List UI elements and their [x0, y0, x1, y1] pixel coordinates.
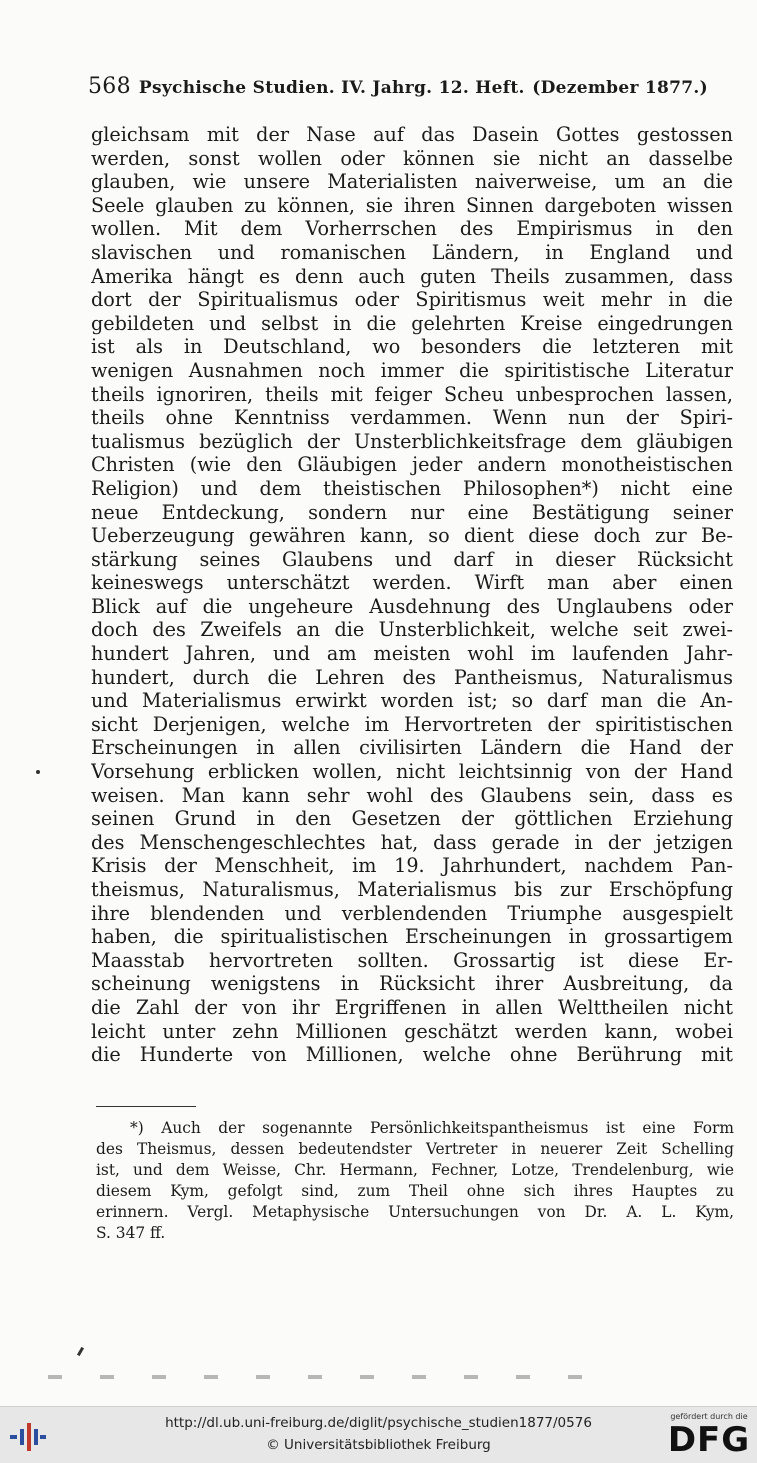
scan-speck — [36, 770, 40, 774]
copyright-notice: © Universitätsbibliothek Freiburg — [266, 1437, 491, 1453]
footnote-line: ist, und dem Weisse, Chr. Hermann, Fechner, Lotze, Trendelenburg, wie — [96, 1161, 734, 1179]
scan-speck — [77, 1347, 84, 1356]
text-line: weisen. Man kann sehr wohl des Glaubens sein, dass es — [91, 783, 733, 807]
text-line: sicht Derjenigen, welche im Hervortreten der spiritistischen — [91, 712, 733, 736]
text-line: Amerika hängt es denn auch guten Theils zusammen, dass — [91, 264, 733, 288]
permalink-url[interactable]: http://dl.ub.uni-freiburg.de/diglit/psychische_studien1877/0576 — [165, 1415, 592, 1431]
footnote-block — [96, 1118, 734, 1244]
viewer-footer — [0, 1406, 757, 1463]
text-line: Maasstab hervortreten sollten. Grossartig ist diese Er- — [91, 948, 733, 972]
main-text-column — [91, 123, 733, 1067]
text-line: wollen. Mit dem Vorherrschen des Empirismus in den — [91, 217, 733, 241]
journal-title: Psychische Studien. IV. Jahrg. 12. Heft. — [138, 78, 525, 98]
footnote-line: diesem Kym, gefolgt sind, zum Theil ohne sich ihres Hauptes zu — [96, 1182, 734, 1200]
text-line: Blick auf die ungeheure Ausdehnung des Unglaubens oder — [91, 594, 733, 618]
text-line: doch des Zweifels an die Unsterblichkeit, welche seit zwei- — [91, 618, 733, 642]
scan-artifact-line — [48, 1375, 608, 1379]
footnote-line: erinnern. Vergl. Metaphysische Untersuchungen von Dr. A. L. Kym, — [96, 1203, 734, 1221]
text-line: Christen (wie den Gläubigen jeder andern monotheistischen — [91, 453, 733, 477]
text-line: keineswegs unterschätzt werden. Wirft man aber einen — [91, 571, 733, 595]
text-line: Seele glauben zu können, sie ihren Sinnen dargeboten wissen — [91, 193, 733, 217]
footnote-line: *) Auch der sogenannte Persönlichkeitspantheismus ist eine Form — [130, 1119, 734, 1137]
text-line: theismus, Naturalismus, Materialismus bis zur Erschöpfung — [91, 878, 733, 901]
text-line: und Materialismus erwirkt worden ist; so darf man die An- — [91, 689, 733, 713]
text-line: Vorsehung erblicken wollen, nicht leichtsinnig von der Hand — [91, 760, 733, 784]
text-line: Ueberzeugung gewähren kann, so dient diese doch zur Be- — [91, 524, 733, 548]
text-line: haben, die spiritualistischen Erscheinungen in grossartigem — [91, 925, 733, 949]
text-line: Religion) und dem theistischen Philosophen*) nicht eine — [91, 476, 733, 500]
text-line: stärkung seines Glaubens und darf in dieser Rücksicht — [91, 547, 733, 571]
text-line: ist als in Deutschland, wo besonders die letzteren mit — [91, 335, 733, 359]
text-line: dort der Spiritualismus oder Spiritismus weit mehr in die — [91, 288, 733, 312]
text-line: gleichsam mit der Nase auf das Dasein Gottes gestossen — [91, 123, 733, 146]
funding-note: gefördert durch die — [670, 1412, 748, 1421]
text-line: wenigen Ausnahmen noch immer die spiritistische Literatur — [91, 358, 733, 382]
text-line: Krisis der Menschheit, im 19. Jahrhundert, nachdem Pan- — [91, 854, 733, 878]
running-header — [88, 74, 708, 106]
issue-date: (Dezember 1877.) — [532, 78, 708, 98]
text-line: werden, sonst wollen oder können sie nicht an dasselbe — [91, 146, 733, 170]
footnote-separator — [96, 1106, 196, 1107]
footnote-line: S. 347 ff. — [96, 1224, 166, 1242]
text-line: theils ignoriren, theils mit feiger Scheu unbesprochen lassen, — [91, 382, 733, 406]
text-line: des Menschengeschlechtes hat, dass gerade in der jetzigen — [91, 830, 733, 854]
text-line: glauben, wie unsere Materialisten naiverweise, um an die — [91, 170, 733, 194]
text-line: slavischen und romanischen Ländern, in England und — [91, 240, 733, 264]
text-line: seinen Grund in den Gesetzen der göttlichen Erziehung — [91, 807, 733, 831]
text-line: gebildeten und selbst in die gelehrten Kreise eingedrungen — [91, 311, 733, 335]
text-line: scheinung wenigstens in Rücksicht ihrer Ausbreitung, da — [91, 972, 733, 996]
text-line: tualismus bezüglich der Unsterblichkeitsfrage dem gläubigen — [91, 429, 733, 453]
text-line: neue Entdeckung, sondern nur eine Bestätigung seiner — [91, 500, 733, 524]
footnote-line: des Theismus, dessen bedeutendster Vertreter in neuerer Zeit Schelling — [96, 1140, 734, 1158]
dfg-logo: DFG — [667, 1420, 751, 1460]
text-line: die Zahl der von ihr Ergriffenen in allen Welttheilen nicht — [91, 995, 733, 1019]
page-number: 568 — [88, 74, 131, 99]
text-line: leicht unter zehn Millionen geschätzt werden kann, wobei — [91, 1019, 733, 1043]
text-line: die Hunderte von Millionen, welche ohne Berührung mit — [91, 1043, 733, 1067]
text-line: theils ohne Kenntniss verdammen. Wenn nun der Spiri- — [91, 406, 733, 430]
text-line: hundert, durch die Lehren des Pantheismus, Naturalismus — [91, 665, 733, 689]
text-line: hundert Jahren, und am meisten wohl im laufenden Jahr- — [91, 642, 733, 666]
text-line: Erscheinungen in allen civilisirten Ländern die Hand der — [91, 736, 733, 760]
text-line: ihre blendenden und verblendenden Triumphe ausgespielt — [91, 901, 733, 925]
